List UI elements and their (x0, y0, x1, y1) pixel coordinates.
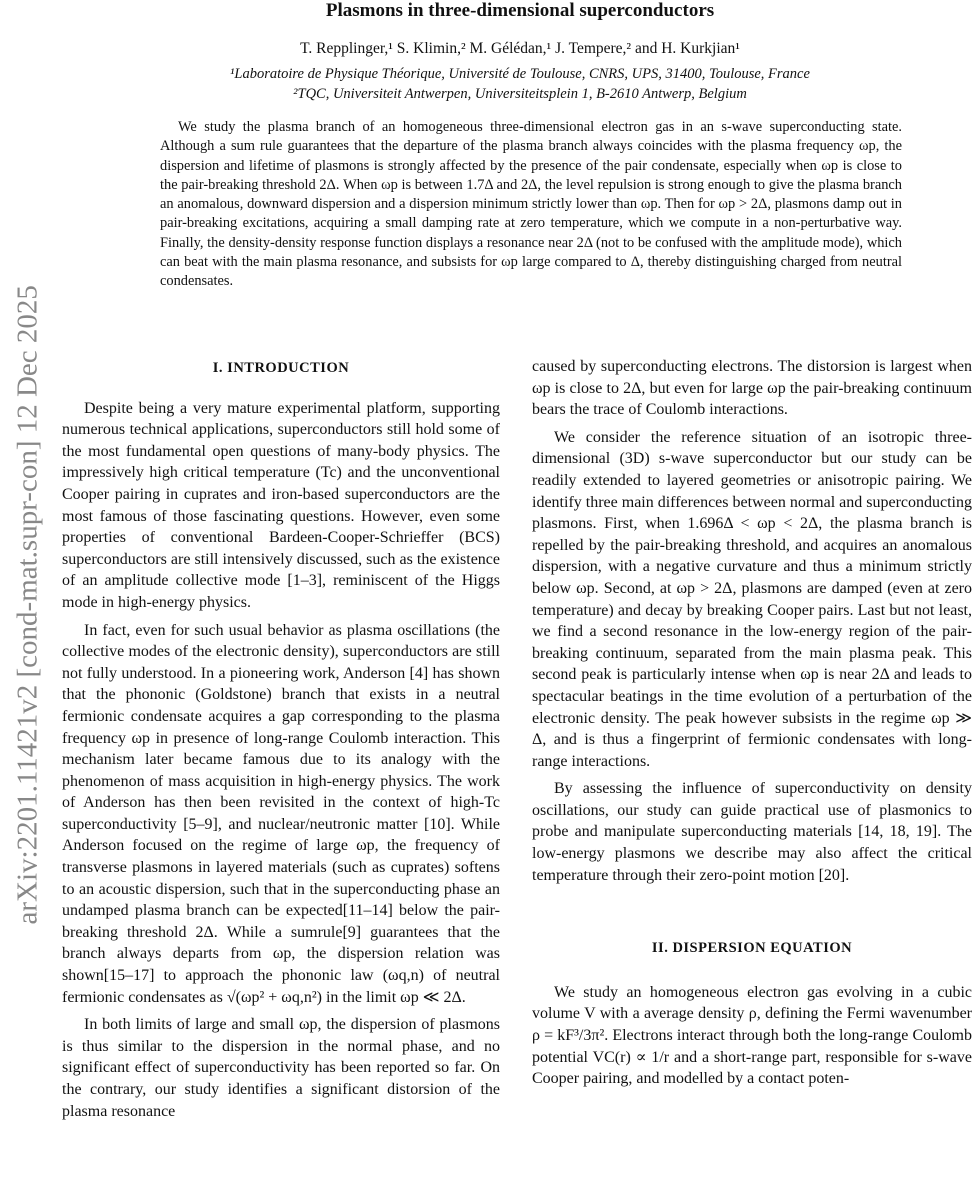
section-heading-introduction: I. INTRODUCTION (212, 360, 350, 376)
paragraph: In fact, even for such usual behavior as plasma oscillations (the collective modes of the electronic density), superconductors are still not fully understood. In a pioneering work, Anderson [4] has shown that the phononic (Goldstone) branch that exists in a neutral fermionic condensate acquires a gap corresponding to the plasma frequency ωp in presence of long-range Coulomb interaction. This mechanism later became famous due to its analogy with the phenomenon of mass acquisition in high-energy physics. The work of Anderson has then been revisited in the context of high-Tc superconductivity [5–9], and nuclear/neutronic matter [10]. While Anderson focused on the regime of large ωp, the frequency of transverse plasmons in layered materials (such as cuprates) softens to an acoustic dispersion, such that in the superconducting phase an undamped plasma branch can be expected[11–14] below the pair-breaking threshold 2Δ. While a sumrule[9] guarantees that the branch always departs from ωp, the dispersion relation was shown[15–17] to approach the phononic law (ωq,n) of neutral fermionic condensates as √(ωp² + ωq,n²) in the limit ωp ≪ 2Δ. (62, 621, 500, 1006)
left-column (62, 358, 500, 1122)
abstract: We study the plasma branch of an homogeneous three-dimensional electron gas in an s-wave superconducting state. Although a sum rule guarantees that the departure of the plasma branch always coincides with the plasma frequency ωp, the dispersion and lifetime of plasmons is strongly affected by the presence of the pair condensate, especially when ωp is close to the pair-breaking threshold 2Δ. When ωp is between 1.7Δ and 2Δ, the level repulsion is strong enough to give the plasma branch an anomalous, downward dispersion and a dispersion minimum strictly lower than ωp. Then for ωp > 2Δ, plasmons damp out in pair-breaking excitations, acquiring a small damping rate at zero temperature, which we compute in a non-perturbative way. Finally, the density-density response function displays a resonance near 2Δ (not to be confused with the amplitude mode), which can beat with the main plasma resonance, and subsists for ωp large compared to Δ, thereby distinguishing charged from neutral condensates. (160, 119, 902, 290)
affiliation-1: ¹Laboratoire de Physique Théorique, Université de Toulouse, CNRS, UPS, 31400, Toulouse, France (230, 66, 810, 82)
right-column (532, 356, 972, 1090)
author-list: T. Repplinger,¹ S. Klimin,² M. Gélédan,¹ J. Tempere,² and H. Kurkjian¹ (300, 40, 740, 57)
paragraph: We study an homogeneous electron gas evolving in a cubic volume V with a average density ρ, defining the Fermi wavenumber ρ = kF³/3π². Electrons interact through both the long-range Coulomb potential VC(r) ∝ 1/r and a short-range part, responsible for s-wave Cooper pairing, and modelled by a contact poten- (532, 983, 972, 1088)
paragraph: By assessing the influence of superconductivity on density oscillations, our study can guide practical use of plasmonics to probe and manipulate superconducting materials [14, 18, 19]. The low-energy plasmons we describe may also affect the critical temperature through their zero-point motion [20]. (532, 780, 972, 884)
paragraph: We consider the reference situation of an isotropic three-dimensional (3D) s-wave superconductor but our study can be readily extended to layered geometries or anisotropic pairing. We identify three main differences between normal and superconducting plasmons. First, when 1.696Δ < ωp < 2Δ, the plasma branch is repelled by the pair-breaking threshold, and acquires an anomalous dispersion, with a negative curvature and thus a minimum strictly below ωp. Second, at ωp > 2Δ, plasmons are damped (even at zero temperature) and decay by breaking Cooper pairs. Last but not least, we find a second resonance in the low-energy region of the pair-breaking continuum, separated from the main plasma peak. This second peak is particularly intense when ωp is near 2Δ and leads to spectacular beatings in the time evolution of a perturbation of the electronic density. The peak however subsists in the regime ωp ≫ Δ, and is thus a fingerprint of fermionic condensates with long-range interactions. (532, 428, 972, 770)
paragraph: In both limits of large and small ωp, the dispersion of plasmons is thus similar to the dispersion in the normal phase, and no significant effect of superconductivity has been reported so far. On the contrary, our study identifies a significant distorsion of the plasma resonance (62, 1016, 500, 1120)
section-heading-dispersion-equation: II. DISPERSION EQUATION (651, 940, 853, 957)
paper-title: Plasmons in three-dimensional superconductors (325, 0, 715, 21)
affiliation-2: ²TQC, Universiteit Antwerpen, Universiteitsplein 1, B-2610 Antwerp, Belgium (293, 86, 747, 102)
paragraph: caused by superconducting electrons. The distorsion is largest when ωp is close to 2Δ, but even for large ωp the pair-breaking continuum bears the trace of Coulomb interactions. (532, 358, 972, 419)
paragraph: Despite being a very mature experimental platform, supporting numerous technical applications, superconductors still hold some of the most fundamental open questions of many-body physics. The impressively high critical temperature (Tc) and the unconventional Cooper pairing in cuprates and iron-based superconductors are the most famous of those fascinating questions. However, even some properties of conventional Bardeen-Cooper-Schrieffer (BCS) superconductors are still intensively discussed, such as the existence of an amplitude collective mode [1–3], reminiscent of the Higgs mode in high-energy physics. (62, 399, 500, 611)
arxiv-stamp: arXiv:2201.11421v2 [cond-mat.supr-con] 12 Dec 2025 (11, 285, 44, 925)
